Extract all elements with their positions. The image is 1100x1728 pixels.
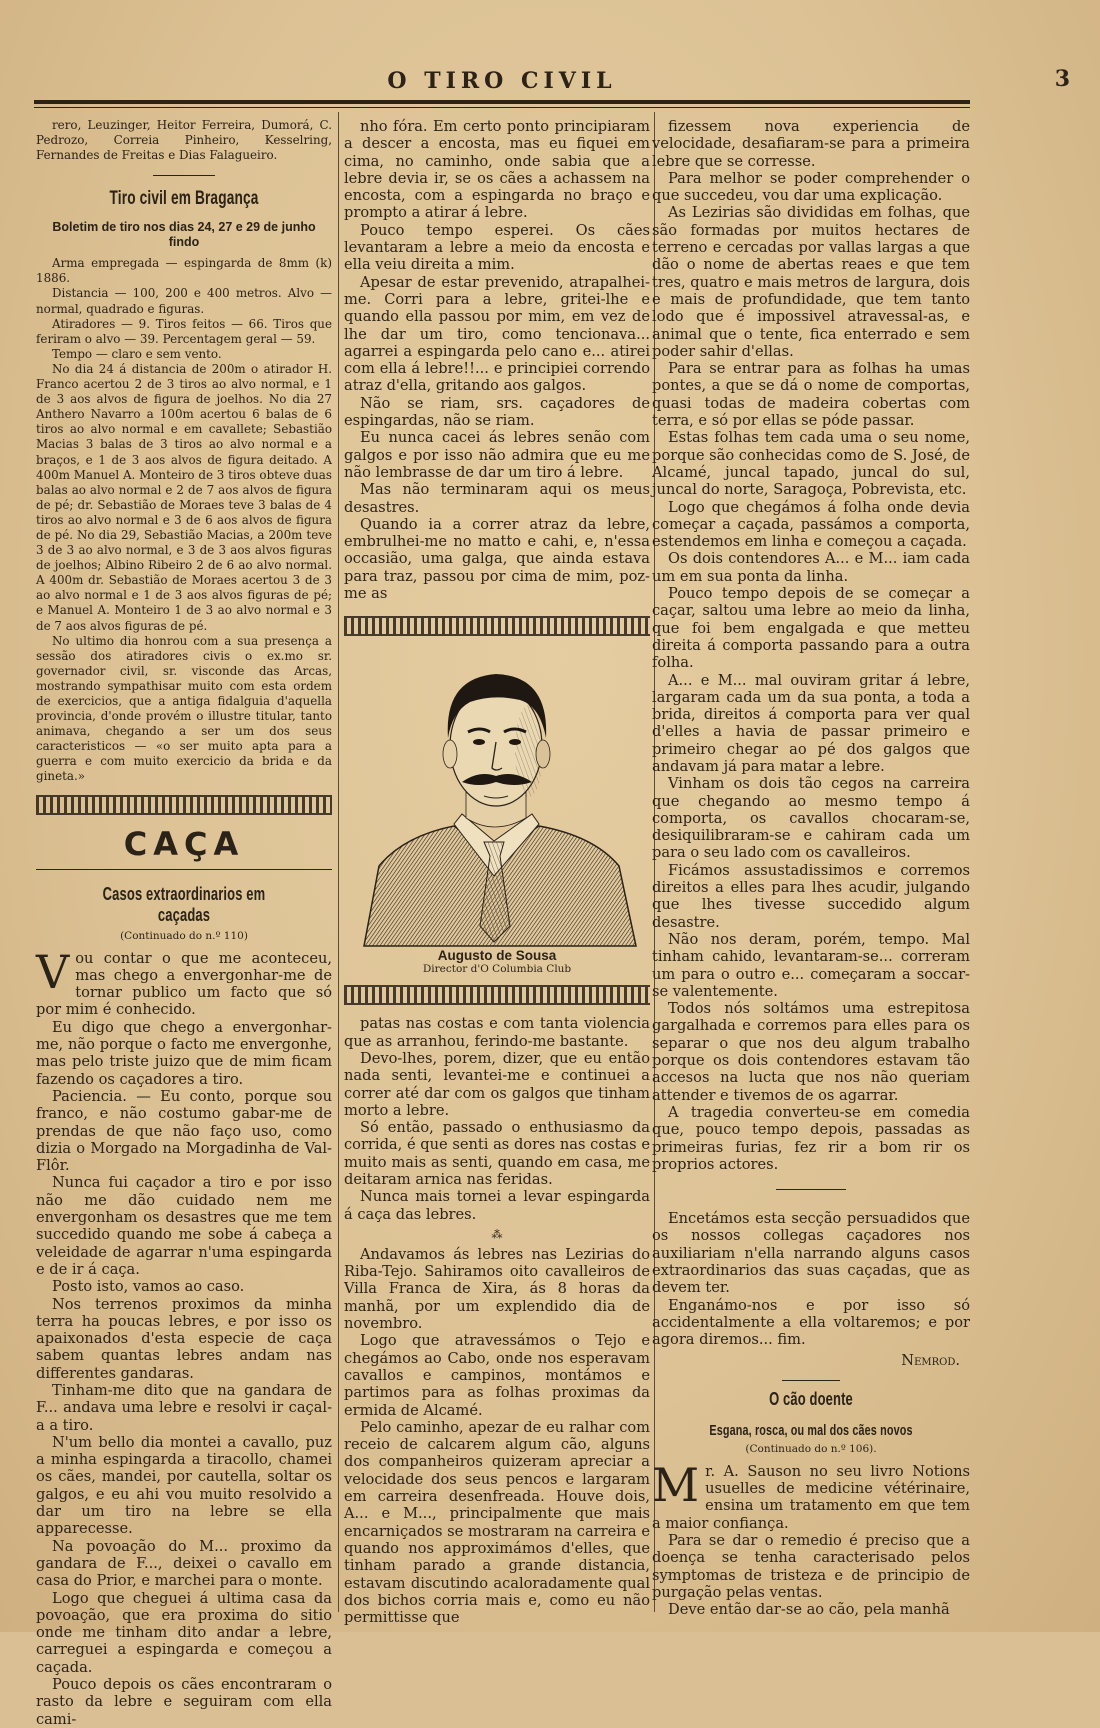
portrait-caption: Augusto de Sousa bbox=[437, 948, 557, 964]
portrait-role: Director d'O Columbia Club bbox=[422, 963, 572, 976]
divider bbox=[153, 175, 215, 176]
signature: Nemrod. bbox=[901, 1352, 960, 1370]
drop-cap: V bbox=[36, 944, 70, 999]
paragraph: Enganámo-nos e por isso só accidentalmente a ella voltaremos; e por agora diremos... fim. bbox=[652, 1296, 970, 1349]
paragraph: Pouco depois os cães encontraram o rasto da lebre e seguiram com ella cami- bbox=[36, 1676, 332, 1728]
paragraph: No ultimo dia honrou com a sua presença a sessão dos atiradores civis o ex.mo sr. governador civil, sr. visconde das Arcas, mostrando sympathisar muito com esta ordem de exercicios, que a antiga fidalguia d'aquella provincia, d'onde provém o illustre titular, tanto animava, chegando a ser um dos seus caracteristicos — «o ser muito apta para a guerra e com muito exercicio da brida e da gineta.» bbox=[36, 633, 332, 784]
paragraph: A tragedia converteu-se em comedia que, pouco tempo depois, passadas as primeiras furias, fez rir a bom rir os proprios actores. bbox=[652, 1103, 970, 1173]
column-divider bbox=[338, 112, 339, 1612]
paragraph: fizessem nova experiencia de velocidade, desafiaram-se para a primeira lebre que se corresse. bbox=[652, 118, 970, 170]
paragraph: Deve então dar-se ao cão, pela manhã bbox=[668, 1601, 950, 1619]
column-1 bbox=[36, 118, 332, 1728]
paragraph: Pouco tempo esperei. Os cães levantaram a lebre a meio da encosta e ella veiu direita a mim. bbox=[344, 221, 650, 274]
column-2-bottom-text bbox=[344, 1015, 650, 1223]
divider bbox=[782, 1380, 840, 1381]
ornamental-divider bbox=[344, 985, 650, 1005]
paragraph: Logo que chegámos á folha onde devia começar a caçada, passámos a comporta, estendemos em linha e começou a caçada. bbox=[652, 498, 970, 551]
paragraph: Encetámos esta secção persuadidos que os nossos collegas caçadores nos auxiliariam n'ella narrando alguns casos extraordinarios das suas caçadas, que as devem ter. bbox=[652, 1210, 970, 1297]
paragraph: Eu digo que chego a envergonhar-me, não porque o facto me envergonhe, mas pelo triste juizo que de mim ficam fazendo os caçadores a tiro. bbox=[36, 1018, 332, 1088]
paragraph: N'um bello dia montei a cavallo, puz a minha espingarda a tiracollo, chamei os cães, mandei, por cautella, soltar os galgos, e eu ahi vou muito resolvido a dar um tiro na lebre se ella apparecesse. bbox=[36, 1433, 332, 1538]
paragraph: Os dois contendores A... e M... iam cada um em sua ponta da linha. bbox=[652, 550, 970, 585]
portrait-engraving bbox=[344, 646, 650, 946]
paragraph: Paciencia. — Eu conto, porque sou franco, e não costumo gabar-me de prendas de que não faço uso, como dizia o Morgado na Morgadinha de Val-Flôr. bbox=[36, 1087, 332, 1175]
first-paragraph bbox=[652, 1457, 970, 1532]
article-title-braganca: Tiro civil em Bragança bbox=[109, 188, 259, 210]
drop-cap: M bbox=[652, 1457, 700, 1512]
paragraph: Posto isto, vamos ao caso. bbox=[52, 1278, 245, 1296]
paragraph: Todos nós soltámos uma estrepitosa gargalhada e corremos para elles para os separar o que nos deu algum trabalho porque os dois contendores estavam tão accesos na lucta que nos não queriam attender e tivemos de os agarrar. bbox=[652, 1000, 970, 1104]
paragraph: Nunca fui caçador a tiro e por isso não me dão cuidado nem me envergonham os desastres que me tem succedido quando me sobe á cabeça a veleidade de agarrar n'uma espingarda e de ir á caça. bbox=[36, 1174, 332, 1278]
page-number: 3 bbox=[1054, 66, 1070, 92]
column-3 bbox=[652, 118, 970, 1623]
paragraph: Não se riam, srs. caçadores de espingardas, não se riam. bbox=[344, 394, 650, 430]
paragraph: Ficámos assustadissimos e corremos direitos a elles para lhes acudir, julgando que lhes tivesse succedido algum desastre. bbox=[652, 861, 970, 931]
page-header bbox=[34, 66, 1070, 100]
paragraph: Para se entrar para as folhas ha umas pontes, a que se dá o nome de comportas, quasi todas de madeira cobertas com terra, e só por ellas se póde passar. bbox=[652, 360, 970, 430]
article-title-cao: O cão doente bbox=[769, 1388, 853, 1409]
intro-text: rero, Leuzinger, Heitor Ferreira, Dumorá, C. Pedrozo, Correia Pinheiro, Kesselring, Fernandes de Freitas e Dias Falagueiro. bbox=[36, 118, 332, 163]
article-subtitle-cao: Esgana, rosca, ou mal dos cães novos bbox=[709, 1421, 913, 1439]
column-2 bbox=[344, 118, 650, 1627]
column-2-top-text bbox=[344, 118, 650, 602]
paragraph: Para se dar o remedio é preciso que a doença se tenha caracterisado pelos symptomas de tristeza e de principio de purgação pelas ventas. bbox=[652, 1531, 970, 1601]
header-rule-thin bbox=[34, 107, 970, 108]
paragraph: Pouco tempo depois de se começar a caçar, saltou uma lebre ao meio da linha, que foi bem engalgada e que metteu direita á comporta passando para a outra folha. bbox=[652, 585, 970, 672]
paragraph: Nos terrenos proximos da minha terra ha poucas lebres, e por isso os apaixonados d'esta especie de caça sabem quantas lebres andam nas differentes gandaras. bbox=[36, 1295, 332, 1382]
paragraph: As Lezirias são divididas em folhas, que são formadas por muitos hectares de terreno e cercadas por vallas largas a que dão o nome de abertas reaes e que tem tres, quatro e mais metros de largura, dois e mais de profundidade, que tem tanto lodo que é impossivel atravessal-as, e animal que o tente, fica enterrado e sem poder sahir d'ellas. bbox=[652, 204, 970, 360]
paragraph: Logo que cheguei á ultima casa da povoação, que era proxima do sitio onde me tinham dito andar a lebre, carreguei a espingarda e começou a caçada. bbox=[36, 1589, 332, 1676]
casos-body bbox=[36, 1019, 332, 1728]
paragraph: Apesar de estar prevenido, atrapalhei-me. Corri para a lebre, gritei-lhe e quando ella passou por mim, em vez de lhe dar um tiro, como tencionava... agarrei a espingarda pelo cano e... atirei com ella á lebre!!... e principiei correndo atraz d'ella, gritando aos galgos. bbox=[344, 273, 650, 395]
section-rule bbox=[36, 869, 332, 870]
header-rule bbox=[34, 100, 970, 104]
first-paragraph bbox=[36, 944, 332, 1019]
paragraph: Pelo caminho, apezar de eu ralhar com receio de calcarem algum cão, alguns dos companheiros quizeram apreciar a velocidade dos seus pencos e largaram em carreira desenfreada. Houve dois, A... e M..., principalmente que mais encarniçados se mostraram na carreira e quando nos approximámos d'elles, que tinham parado a grande distancia, estavam discutindo acaloradamente qual dos bichos corria mais e, como eu não permittisse que bbox=[344, 1418, 650, 1627]
paragraph: A... e M... mal ouviram gritar á lebre, largaram cada um da sua ponta, a toda a brida, direitos á comporta para ver qual d'elles a havia de passar primeiro e primeiro chegar ao pé dos galgos que andavam já para matar a lebre. bbox=[652, 671, 970, 775]
paragraph: Só então, passado o enthusiasmo da corrida, é que senti as dores nas costas e muito mais as senti, quando em casa, me deitaram arnica nas feridas. bbox=[344, 1119, 650, 1188]
paragraph: patas nas costas e com tanta violencia que as arranhou, ferindo-me bastante. bbox=[344, 1015, 650, 1050]
paragraph: Logo que atravessámos o Tejo e chegámos ao Cabo, onde nos esperavam cavallos e campinos, montámos e partimos para as folhas proximas da ermida de Alcamé. bbox=[344, 1332, 650, 1419]
divider bbox=[776, 1189, 846, 1190]
paragraph: Não nos deram, porém, tempo. Mal tinham cahido, levantaram-se... correram um para o outro e... começaram a soccar-se valentemente. bbox=[652, 930, 970, 1000]
paragraph: Devo-lhes, porem, dizer, que eu então nada senti, levantei-me e continuei a correr até dar com os galgos que tinham morto a lebre. bbox=[344, 1049, 650, 1119]
paragraph: Vinham os dois tão cegos na carreira que chegando ao mesmo tempo á comporta, os cavallos chocaram-se, desiquilibraram-se e cahiram cada um para o seu lado com os cavalleiros. bbox=[652, 775, 970, 862]
continued-note: (Continuado do n.º 106). bbox=[745, 1442, 877, 1455]
article-title-casos: Casos extraordinarios em caçadas bbox=[102, 883, 266, 925]
paragraph: Eu nunca cacei ás lebres senão com galgos e por isso não admira que eu me não lembrasse de dar um tiro á lebre. bbox=[344, 429, 650, 481]
column-3-text bbox=[652, 118, 970, 1173]
asterism: ⁂ bbox=[491, 1227, 503, 1241]
masthead: O TIRO CIVIL bbox=[387, 68, 617, 94]
paragraph: Na povoação do M... proximo da gandara de F..., deixei o cavallo em casa do Prior, e marchei para o monte. bbox=[36, 1537, 332, 1590]
paragraph: Mas não terminaram aqui os meus desastres. bbox=[344, 481, 650, 516]
first-paragraph-text: r. A. Sauson no seu livro Notions usuelles de medicine vétérinaire, ensina um tratamento em que tem a maior confiança. bbox=[652, 1462, 970, 1532]
paragraph: nho fóra. Em certo ponto principiaram a descer a encosta, mas eu fiquei em cima, no caminho, onde sabia que a lebre devia ir, se os cães a achassem na encosta, com a espingarda no braço e prompto a atirar á lebre. bbox=[344, 118, 650, 222]
paragraph: Atiradores — 9. Tiros feitos — 66. Tiros que feriram o alvo — 39. Percentagem geral — 59. bbox=[36, 316, 332, 346]
section-title-caca: CAÇA bbox=[123, 824, 245, 863]
portrait-illustration bbox=[344, 646, 650, 946]
column-2-second-story bbox=[344, 1246, 650, 1627]
ornamental-divider bbox=[344, 616, 650, 636]
paragraph: Quando ia a correr atraz da lebre, embrulhei-me no matto e cahi, e, n'essa occasião, uma galga, que ainda estava para traz, passou por cima de mim, poz-me as bbox=[344, 515, 650, 603]
paragraph: Para melhor se poder comprehender o que succedeu, vou dar uma explicação. bbox=[652, 169, 970, 205]
cao-body bbox=[652, 1532, 970, 1618]
closing-text bbox=[652, 1210, 970, 1348]
paragraph: No dia 24 á distancia de 200m o atirador H. Franco acertou 2 de 3 tiros ao alvo normal, e 1 de 3 aos alvos de figura de joelhos. No dia 27 Anthero Navarro a 100m acertou 6 balas de 6 tiros ao alvo normal e em cavallete; Sebastião Macias 3 balas de 3 tiros ao alvo normal e a braços, e 1 de 3 aos alvos de figura deitado. A 400m Manuel A. Monteiro de 3 tiros obteve duas balas ao alvo normal e 2 de 7 aos alvos de figura de pé; dr. Sebastião de Moraes teve 3 balas de 4 tiros ao alvo normal e 3 de 6 aos alvos de figura de pé. No dia 29, Sebastião Macias, a 200m teve 3 de 3 ao alvo normal, e 3 de 3 aos alvos figuras de joelhos; Albino Ribeiro 2 de 6 ao alvo normal. A 400m dr. Sebastião de Moraes acertou 3 de 3 ao alvo normal e 1 de 3 aos alvos figuras de pé; e Manuel A. Monteiro 1 de 3 ao alvo normal e 3 de 7 aos alvos figuras de pé. bbox=[36, 361, 332, 633]
braganca-body bbox=[36, 256, 332, 784]
paragraph: Arma empregada — espingarda de 8mm (k) 1886. bbox=[36, 256, 332, 286]
paragraph: Tempo — claro e sem vento. bbox=[52, 346, 222, 361]
article-subtitle-braganca: Boletim de tiro nos dias 24, 27 e 29 de junho findo bbox=[52, 220, 316, 250]
paragraph: Andavamos ás lebres nas Lezirias do Riba-Tejo. Sahiramos oito cavalleiros de Villa Franca de Xira, ás 8 horas da manhã, por um explendido dia de novembro. bbox=[344, 1245, 650, 1333]
paragraph: Distancia — 100, 200 e 400 metros. Alvo — normal, quadrado e figuras. bbox=[36, 286, 332, 316]
continued-note: (Continuado do n.º 110) bbox=[120, 929, 248, 942]
paragraph: Tinham-me dito que na gandara de F... andava uma lebre e resolvi ir caçal-a a tiro. bbox=[36, 1381, 332, 1434]
first-paragraph-text: ou contar o que me aconteceu, mas chego a envergonhar-me de tornar publico um facto que só por mim é conhecido. bbox=[36, 949, 332, 1019]
paragraph: Nunca mais tornei a levar espingarda á caça das lebres. bbox=[344, 1188, 650, 1223]
ornamental-divider bbox=[36, 795, 332, 815]
paragraph: Estas folhas tem cada uma o seu nome, porque são conhecidas como de S. José, de Alcamé, juncal tapado, juncal do sul, juncal do norte, Saragoça, Pobrevista, etc. bbox=[652, 429, 970, 499]
